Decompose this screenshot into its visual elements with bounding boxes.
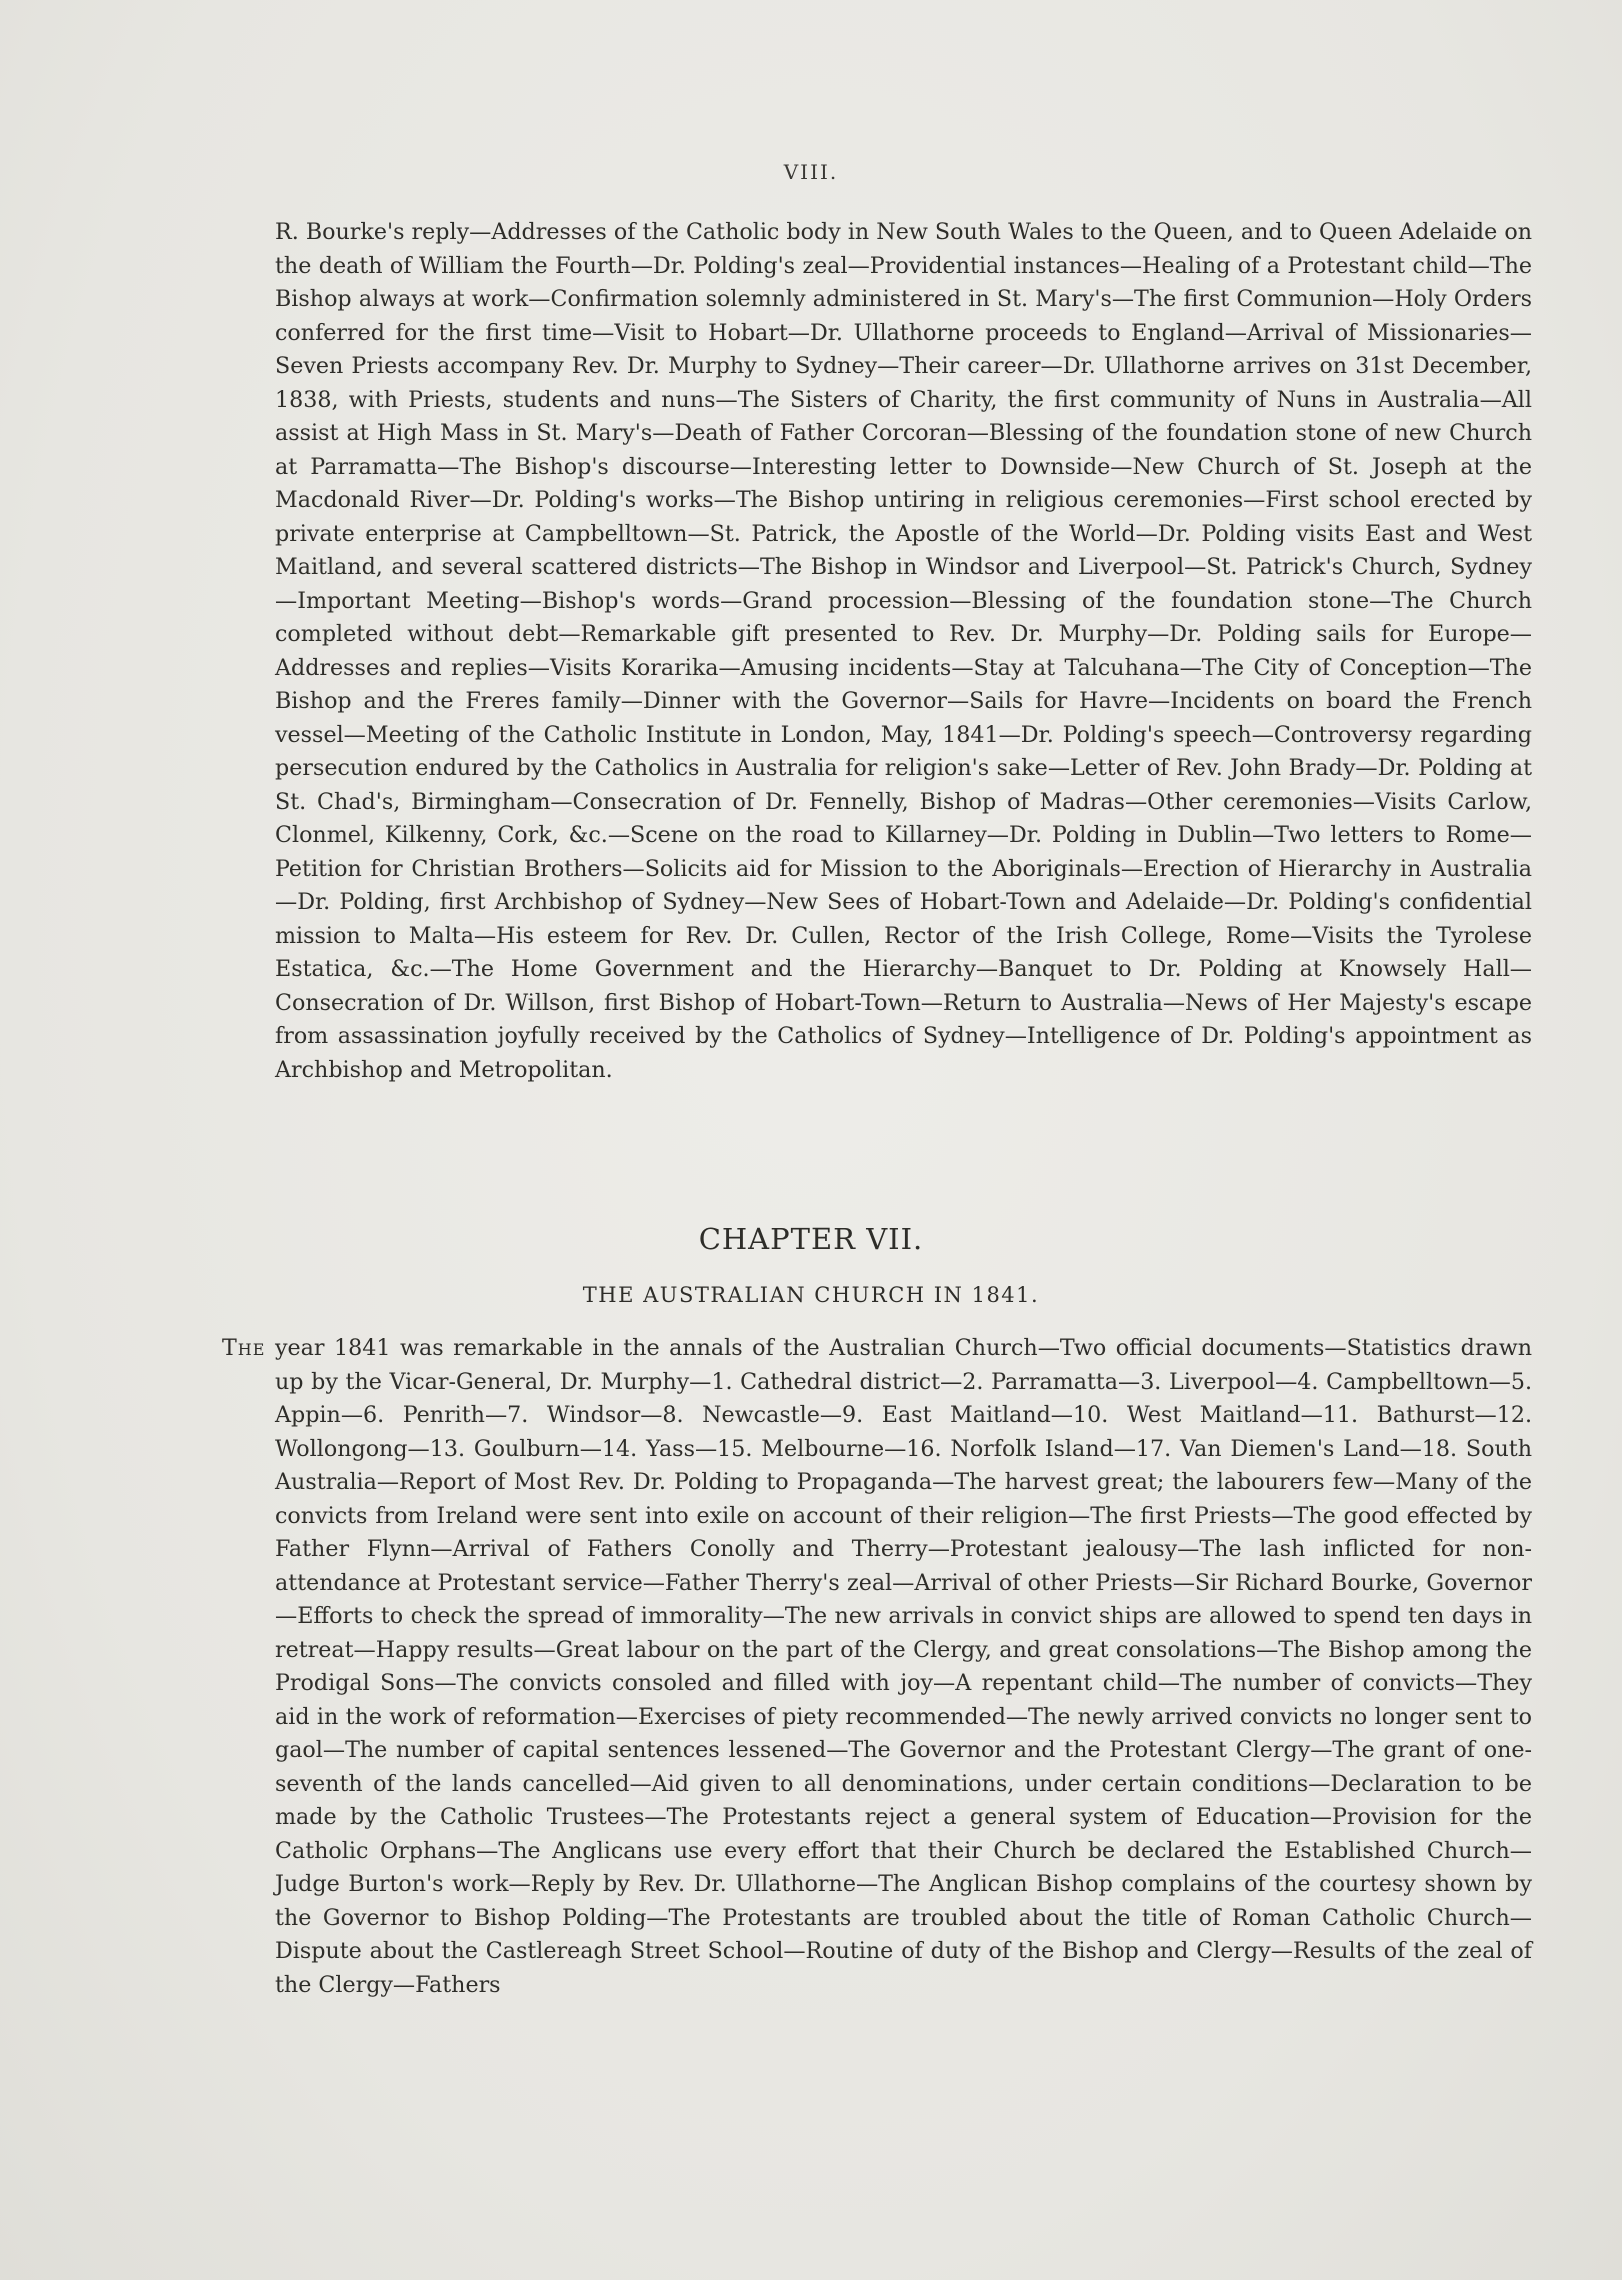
chapter-heading: CHAPTER VII. (698, 1222, 924, 1256)
chapter-subheading: THE AUSTRALIAN CHURCH IN 1841. (582, 1283, 1040, 1307)
page-number: VIII. (783, 160, 839, 184)
chapter-summary-text: year 1841 was remarkable in the annals of the Australian Church—Two official documents—Statistics drawn up by the Vicar-General, Dr. Murphy—1. Cathedral district—2. Parramatta—3. Liverpool—4. Campbelltown—5. Appin—6. Penrith—7. Windsor—8. Newcastle—9. East Maitland—10. West Maitland—11. Bathurst—12. Wollongong—13. Goulburn—14. Yass—15. Melbourne—16. Norfolk Island—17. Van Diemen's Land—18. South Australia—Report of Most Rev. Dr. Polding to Propaganda—The harvest great; the labourers few—Many of the convicts from Ireland were sent into exile on account of their religion—The first Priests—The good effected by Father Flynn—Arrival of Fathers Conolly and Therry—Protestant jealousy—The lash inflicted for non-attendance at Protestant service—Father Therry's zeal—Arrival of other Priests—Sir Richard Bourke, Governor—Efforts to check the spread of immorality—The new arrivals in convict ships are allowed to spend ten days in retreat—Happy results—Great labour on the part of the Clergy, and great consolations—The Bishop among the Prodigal Sons—The convicts consoled and filled with joy—A repentant child—The number of convicts—They aid in the work of reformation—Exercises of piety recommended—The newly arrived convicts no longer sent to gaol—The number of capital sentences lessened—The Governor and the Protestant Clergy—The grant of one-seventh of the lands cancelled—Aid given to all denominations, under certain conditions—Declaration to be made by the Catholic Trustees—The Protestants reject a general system of Education—Provision for the Catholic Orphans—The Anglicans use every effort that their Church be declared the Established Church—Judge Burton's work—Reply by Rev. Dr. Ullathorne—The Anglican Bishop complains of the courtesy shown by the Governor to Bishop Polding—The Protestants are troubled about the title of Roman Catholic Church—Dispute about the Castlereagh Street School—Routine of duty of the Bishop and Clergy—Results of the zeal of the Clergy—Fathers (265, 1335, 1532, 1998)
previous-chapter-summary: R. Bourke's reply—Addresses of the Catholic body in New South Wales to the Queen, and to Queen Adelaide on the death of William the Fourth—Dr. Polding's zeal—Providential instances—Healing of a Protestant child—The Bishop always at work—Confirmation solemnly administered in St. Mary's—The first Communion—Holy Orders conferred for the first time—Visit to Hobart—Dr. Ullathorne proceeds to England—Arrival of Missionaries—Seven Priests accompany Rev. Dr. Murphy to Sydney—Their career—Dr. Ullathorne arrives on 31st December, 1838, with Priests, students and nuns—The Sisters of Charity, the first community of Nuns in Australia—All assist at High Mass in St. Mary's—Death of Father Corcoran—Blessing of the foundation stone of new Church at Parramatta—The Bishop's discourse—Interesting letter to Downside—New Church of St. Joseph at the Macdonald River—Dr. Polding's works—The Bishop untiring in religious ceremonies—First school erected by private enterprise at Campbelltown—St. Patrick, the Apostle of the World—Dr. Polding visits East and West Maitland, and several scattered districts—The Bishop in Windsor and Liverpool—St. Patrick's Church, Sydney—Important Meeting—Bishop's words—Grand procession—Blessing of the foundation stone—The Church completed without debt—Remarkable gift presented to Rev. Dr. Murphy—Dr. Polding sails for Europe—Addresses and replies—Visits Korarika—Amusing incidents—Stay at Talcuhana—The City of Conception—The Bishop and the Freres family—Dinner with the Governor—Sails for Havre—Incidents on board the French vessel—Meeting of the Catholic Institute in London, May, 1841—Dr. Polding's speech—Controversy regarding persecution endured by the Catholics in Australia for religion's sake—Letter of Rev. John Brady—Dr. Polding at St. Chad's, Birmingham—Consecration of Dr. Fennelly, Bishop of Madras—Other ceremonies—Visits Carlow, Clonmel, Kilkenny, Cork, &c.—Scene on the road to Killarney—Dr. Polding in Dublin—Two letters to Rome—Petition for Christian Brothers—Solicits aid for Mission to the Aboriginals—Erection of Hierarchy in Australia—Dr. Polding, first Archbishop of Sydney—New Sees of Hobart-Town and Adelaide—Dr. Polding's confidential mission to Malta—His esteem for Rev. Dr. Cullen, Rector of the Irish College, Rome—Visits the Tyrolese Estatica, &c.—The Home Government and the Hierarchy—Banquet to Dr. Polding at Knowsely Hall—Consecration of Dr. Willson, first Bishop of Hobart-Town—Return to Australia—News of Her Majesty's escape from assassination joyfully received by the Catholics of Sydney—Intelligence of Dr. Polding's appointment as Archbishop and Metropolitan. (275, 219, 1532, 1083)
chapter-summary-lead-word: The (222, 1335, 266, 1361)
chapter-summary (222, 1332, 1532, 2002)
